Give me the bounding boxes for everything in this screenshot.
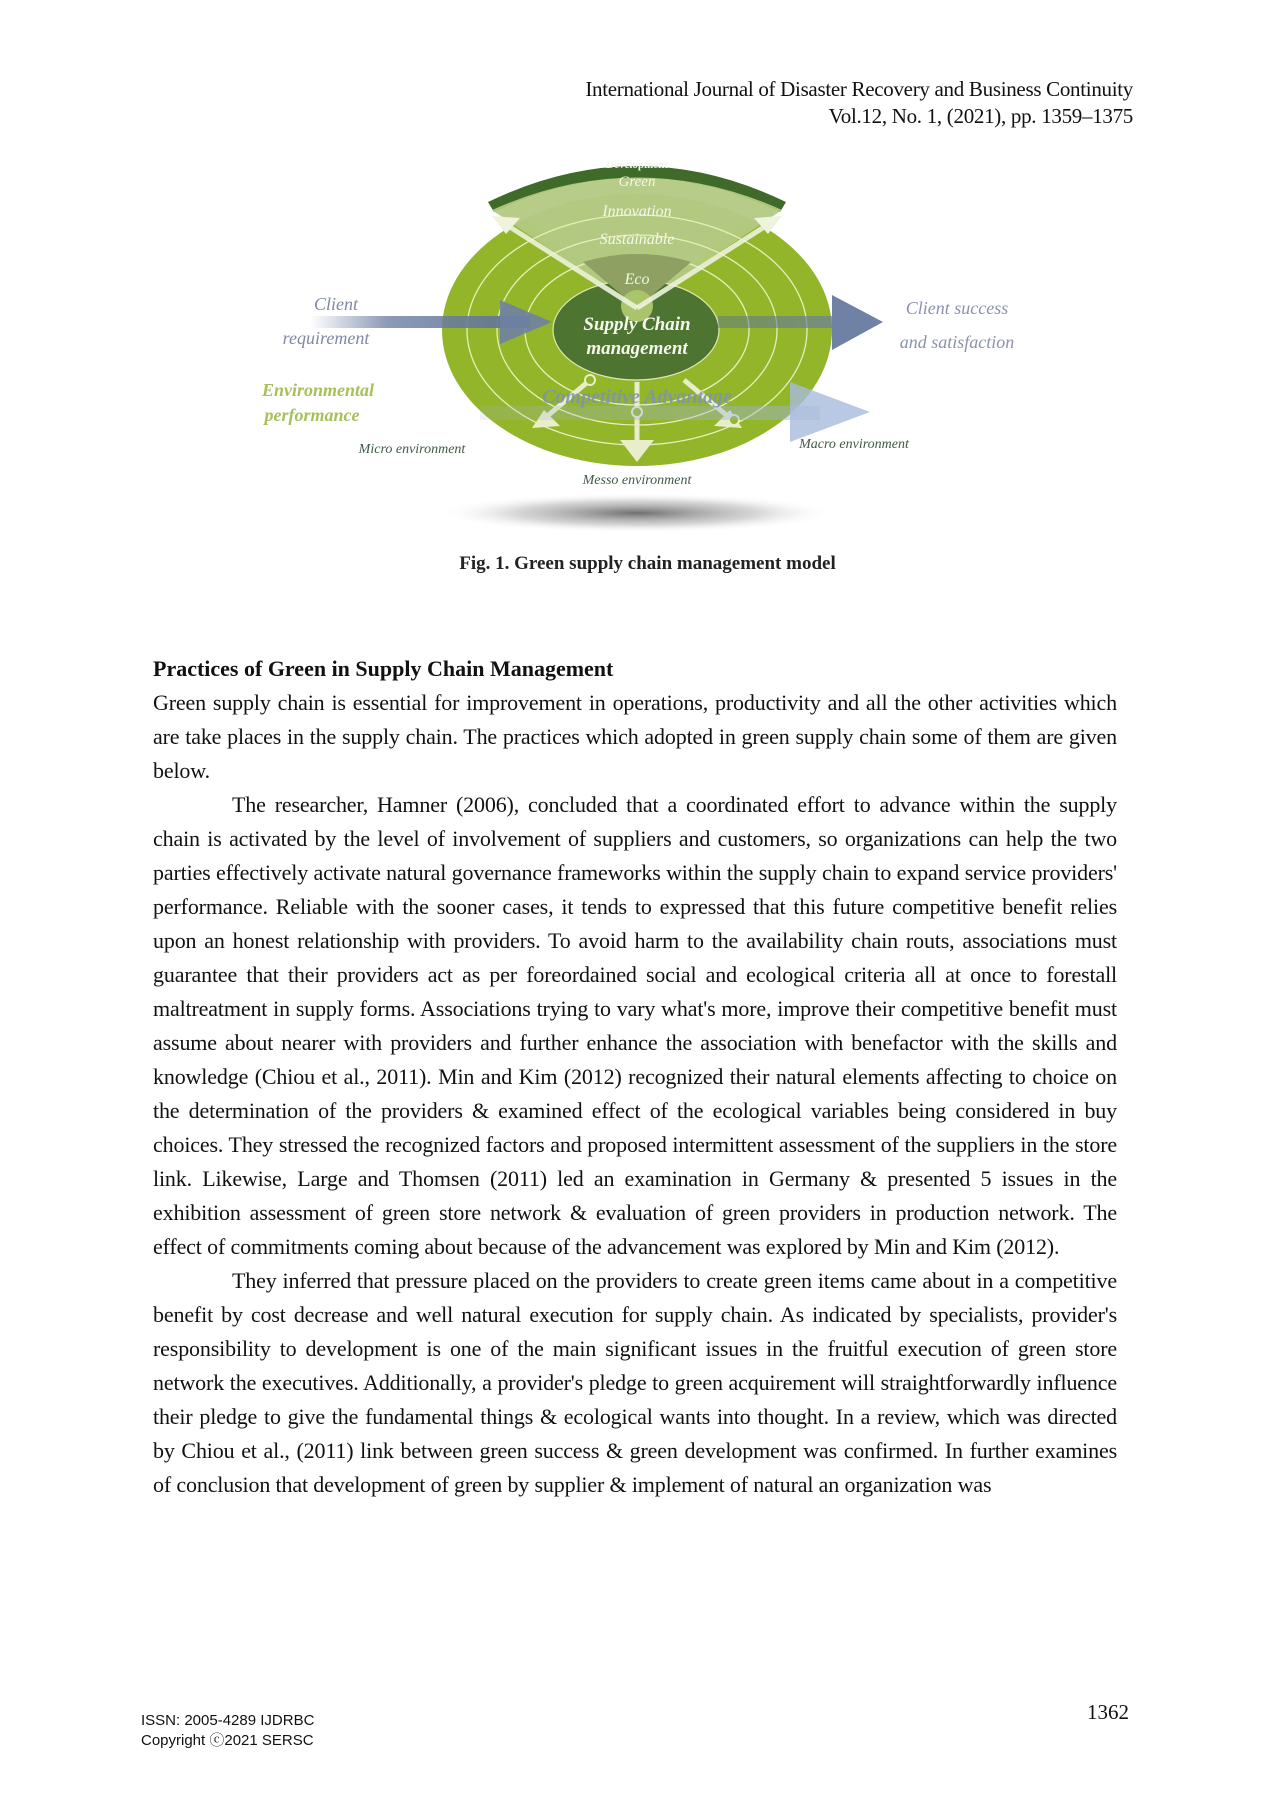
label-development: Development [606, 159, 668, 171]
paragraph-1: Green supply chain is essential for improvement in operations, productivity and all the other activities which are take places in the supply chain. The practices which adopted in green supply chain some of them are given below. [153, 690, 1117, 783]
label-messo-environment: Messo environment [582, 473, 692, 488]
output-arrow-icon [832, 295, 883, 350]
diagram-svg [240, 150, 1060, 540]
input-flow-bar [310, 316, 530, 328]
label-innovation: Innovation [602, 203, 672, 220]
label-satisfaction: and satisfaction [899, 332, 1015, 352]
volume-info: Vol.12, No. 1, (2021), pp. 1359–1375 [828, 104, 1133, 128]
issn: ISSN: 2005-4289 IJDRBC [141, 1712, 315, 1729]
label-requirement: requirement [282, 328, 370, 348]
label-management: management [586, 338, 688, 359]
figure-shadow [437, 493, 837, 533]
footer-left [141, 1711, 314, 1751]
label-eco: Eco [624, 271, 650, 288]
paragraph-2: The researcher, Hamner (2006), concluded that a coordinated effort to advance within the supply chain is activated by the level of involvement of suppliers and customers, so organizations can help the two parties effectively activate natural governance frameworks within the supply chain to expand service providers' performance. Reliable with the sooner cases, it tends to expressed that this future competitive benefit relies upon an honest relationship with providers. To avoid harm to the availability chain routs, associations must guarantee that their providers act as per foreordained social and ecological criteria all at once to forestall maltreatment in supply forms. Associations trying to vary what's more, improve their competitive benefit must assume about nearer with providers and further enhance the association with benefactor with the skills and knowledge (Chiou et al., 2011). Min and Kim (2012) recognized their natural elements affecting to choice on the determination of the providers & examined effect of the ecological variables being considered in buy choices. They stressed the recognized factors and proposed intermittent assessment of the suppliers in the store link. Likewise, Large and Thomsen (2011) led an examination in Germany & presented 5 issues in the exhibition assessment of green store network & evaluation of green providers in production network. The effect of commitments coming about because of the advancement was explored by Min and Kim (2012). [153, 792, 1117, 1259]
label-client-success: Client success [905, 298, 1009, 318]
running-header [585, 76, 1133, 130]
label-green: Green [618, 174, 656, 190]
output-flow-bar [718, 316, 848, 328]
label-sustainable: Sustainable [599, 231, 675, 248]
label-micro-environment: Micro environment [358, 442, 466, 457]
section-heading: Practices of Green in Supply Chain Management [153, 656, 614, 681]
copyright: Copyright ⓒ2021 SERSC [141, 1732, 314, 1749]
page-number: 1362 [1087, 1700, 1129, 1724]
journal-title: International Journal of Disaster Recovery and Business Continuity [585, 77, 1133, 101]
competitive-arrow-icon [790, 382, 870, 442]
paragraph-3: They inferred that pressure placed on the providers to create green items came about in a competitive benefit by cost decrease and well natural execution for supply chain. As indicated by specialists, provider's responsibility to development is one of the main significant issues in the fruitful execution of green store network the executives. Additionally, a provider's pledge to green acquirement will straightforwardly influence their pledge to give the fundamental things & ecological wants into thought. In a review, which was directed by Chiou et al., (2011) link between green success & green development was confirmed. In further examines of conclusion that development of green by supplier & implement of natural an organization was [153, 1268, 1117, 1497]
label-competitive-advantage: Competitive Advantage [542, 386, 732, 408]
figure-green-scm-model [240, 150, 1060, 540]
label-environmental: Environmental [261, 380, 375, 400]
figure-caption: Fig. 1. Green supply chain management model [459, 553, 836, 574]
body-text [153, 686, 1117, 1502]
label-performance: performance [264, 405, 360, 425]
label-client: Client [314, 294, 358, 314]
label-supply-chain: Supply Chain [583, 314, 691, 335]
label-macro-environment: Macro environment [799, 437, 909, 452]
